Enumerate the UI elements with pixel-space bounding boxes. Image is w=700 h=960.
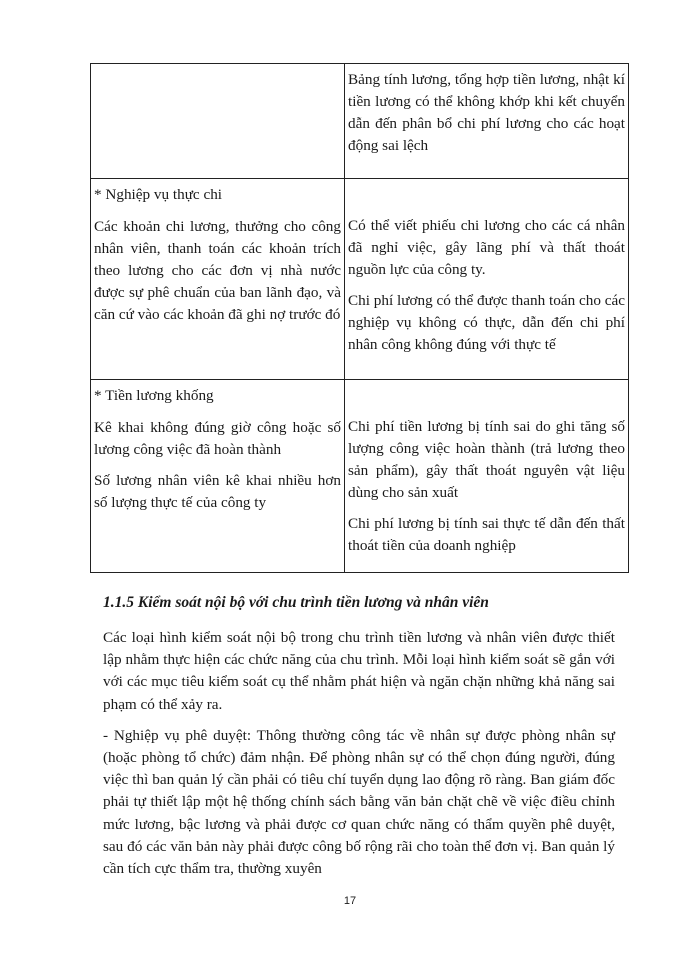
section-body	[103, 627, 615, 889]
row-heading: * Tiền lương khống	[94, 387, 214, 404]
cell-text: Số lương nhân viên kê khai nhiều hơn số lượng thực tế của công ty	[94, 472, 341, 511]
table-row	[91, 179, 629, 380]
table-cell	[345, 380, 629, 573]
cell-text: Có thể viết phiếu chi lương cho các cá nhân đã nghỉ việc, gây lãng phí và thất thoát nguồn lực của công ty.	[348, 217, 625, 278]
cell-text: Chi phí tiền lương bị tính sai do ghi tăng số lượng công việc hoàn thành (trả lương theo sản phẩm), gây thất thoát nguyên vật liệu dùng cho sản xuất	[348, 418, 625, 501]
risk-table	[90, 63, 629, 573]
paragraph: - Nghiệp vụ phê duyệt: Thông thường công tác về nhân sự được phòng nhân sự (hoặc phòng tổ chức) đảm nhận. Để phòng nhân sự có thể chọn đúng người, đúng việc thì ban quản lý cần phải có tiêu chí tuyển dụng lao động rõ ràng. Ban giám đốc phải tự thiết lập một hệ thống chính sách bằng văn bản chặt chẽ về việc điều chỉnh mức lương, bậc lương và phải được cơ quan chức năng có thẩm quyền phê duyệt, sau đó các văn bản này phải được công bố rộng rãi cho toàn thể đơn vị. Ban quản lý cần tích cực thẩm tra, thường xuyên	[103, 726, 615, 878]
row-heading: * Nghiệp vụ thực chi	[94, 186, 223, 203]
section-heading: 1.1.5 Kiểm soát nội bộ với chu trình tiền lương và nhân viên	[103, 594, 489, 611]
table-cell	[345, 179, 629, 380]
page-number: 17	[343, 895, 357, 907]
cell-text: Kê khai không đúng giờ công hoặc số lương công việc đã hoàn thành	[94, 419, 341, 458]
cell-text: Chi phí lương có thể được thanh toán cho các nghiệp vụ không có thực, dẫn đến chi phí nhân công không đúng với thực tế	[348, 292, 625, 353]
table-cell	[91, 179, 345, 380]
cell-text: Các khoản chi lương, thưởng cho công nhân viên, thanh toán các khoản trích theo lương cho các đơn vị nhà nước được sự phê chuẩn của ban lãnh đạo, và căn cứ vào các khoản đã ghi nợ trước đó	[94, 218, 341, 323]
table-cell-empty	[91, 64, 345, 179]
table-cell	[345, 64, 629, 179]
table-row	[91, 380, 629, 573]
table-cell	[91, 380, 345, 573]
paragraph: Các loại hình kiểm soát nội bộ trong chu trình tiền lương và nhân viên được thiết lập nhằm thực hiện các chức năng của chu trình. Mỗi loại hình kiểm soát sẽ gắn với với các mục tiêu kiểm soát cụ thể nhằm phát hiện và ngăn chặn những khả năng sai phạm có thể xảy ra.	[103, 629, 615, 713]
table-row	[91, 64, 629, 179]
cell-text: Bảng tính lương, tổng hợp tiền lương, nhật kí tiền lương có thể không khớp khi kết chuyển dẫn đến phân bổ chi phí lương cho các hoạt động sai lệch	[348, 71, 625, 154]
cell-text: Chi phí lương bị tính sai thực tế dẫn đến thất thoát tiền của doanh nghiệp	[348, 515, 625, 554]
